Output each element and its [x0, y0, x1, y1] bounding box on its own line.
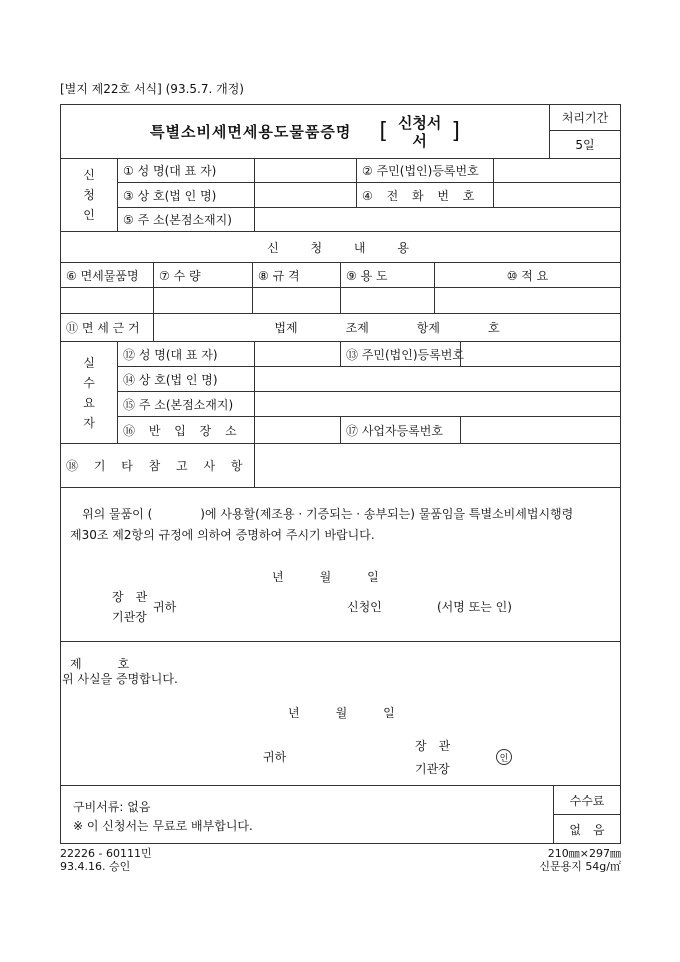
- applicant-sign-label: 신청인: [347, 600, 382, 614]
- spec-field[interactable]: [252, 287, 341, 314]
- applicant-company-label: ③ 상 호(법 인 명): [117, 182, 255, 208]
- col-item-name: ⑥ 면세물품명: [60, 262, 154, 288]
- applicant-company-field[interactable]: [254, 182, 357, 208]
- title-bracket-line2: 서: [412, 131, 427, 150]
- item-name-field[interactable]: [60, 287, 154, 314]
- remarks-field[interactable]: [434, 287, 621, 314]
- other-remarks-field[interactable]: [254, 443, 621, 488]
- title-cell: [60, 104, 550, 159]
- end-user-name-field[interactable]: [254, 341, 341, 367]
- footer-paper: 신문용지 54g/㎡: [539, 860, 621, 873]
- processing-value: 5일: [549, 130, 621, 159]
- end-user-company-label: ⑭ 상 호(법 인 명): [117, 366, 255, 392]
- end-user-section-label: [60, 341, 118, 444]
- label-char: 청: [83, 188, 95, 202]
- applicant-phone-field[interactable]: [493, 182, 621, 208]
- cert-number: 제 호: [70, 657, 130, 671]
- col-remarks: ⑩ 적 요: [434, 262, 621, 288]
- recipient-line2: 기관장: [112, 610, 147, 624]
- delivery-place-label: ⑯ 반 입 장 소: [117, 416, 255, 444]
- label-char: 실: [83, 355, 95, 370]
- form-reference: [별지 제22호 서식] (93.5.7. 개정): [60, 82, 244, 96]
- end-user-regno-label: ⑬ 주민(법인)등록번호: [340, 341, 461, 367]
- applicant-phone-label: ④ 전 화 번 호: [356, 182, 494, 208]
- bracket-right-icon: ]: [451, 119, 461, 144]
- exemption-basis-field[interactable]: 법제 조제 항제 호: [153, 313, 621, 342]
- request-text-line1: 위의 물품이 ( )에 사용할(제조용 · 기증되는 · 송부되는) 물품임을 특별소비세법시행령: [82, 507, 574, 521]
- bracket-left-icon: [: [379, 119, 388, 144]
- applicant-regno-field[interactable]: [493, 158, 621, 183]
- label-char: 요: [83, 395, 95, 410]
- other-remarks-label: ⑱ 기 타 참 고 사 항: [60, 443, 255, 488]
- footer-approval: 93.4.16. 승인: [60, 860, 131, 873]
- applicant-regno-label: ② 주민(법인)등록번호: [356, 158, 494, 183]
- label-char: 인: [83, 208, 95, 222]
- end-user-name-label: ⑫ 성 명(대 표 자): [117, 341, 255, 367]
- label-char: 신: [83, 168, 95, 182]
- applicant-name-label: ① 성 명(대 표 자): [117, 158, 255, 183]
- fee-value: 없 음: [553, 814, 621, 844]
- recipient-suffix: 귀하: [153, 600, 177, 614]
- cert-date: 년 월 일: [288, 706, 395, 720]
- processing-label: 처리기간: [549, 104, 621, 131]
- col-purpose: ⑨ 용 도: [340, 262, 435, 288]
- free-note: ※ 이 신청서는 무료로 배부합니다.: [73, 819, 253, 833]
- footer-size: 210㎜×297㎜: [547, 847, 621, 860]
- request-date: 년 월 일: [272, 570, 379, 584]
- biz-no-label: ⑰ 사업자등록번호: [340, 416, 461, 444]
- applicant-address-field[interactable]: [254, 207, 621, 232]
- end-user-address-field[interactable]: [254, 391, 621, 417]
- col-spec: ⑧ 규 격: [252, 262, 341, 288]
- biz-no-field[interactable]: [460, 416, 621, 444]
- exemption-label: ⑪ 면 세 근 거: [60, 313, 154, 342]
- cert-recipient: 귀하: [263, 750, 287, 764]
- end-user-regno-field[interactable]: [460, 341, 621, 367]
- request-header: 신 청 내 용: [60, 231, 621, 263]
- footer-code: 22226 - 60111민: [60, 847, 152, 860]
- cert-official-line1: 장 관: [415, 739, 451, 753]
- applicant-address-label: ⑤ 주 소(본점소재지): [117, 207, 255, 232]
- form-title: 특별소비세면세용도물품증명: [149, 123, 352, 141]
- request-text-line2: 제30조 제2항의 규정에 의하여 증명하여 주시기 바랍니다.: [70, 528, 375, 542]
- title-bracket-line1: 신청서: [397, 113, 442, 132]
- seal-icon: 인: [496, 749, 512, 765]
- title-bracket: [398, 114, 441, 150]
- delivery-place-field[interactable]: [254, 416, 341, 444]
- recipient-line1: 장 관: [112, 590, 148, 604]
- applicant-name-field[interactable]: [254, 158, 357, 183]
- cert-official-line2: 기관장: [415, 762, 450, 776]
- end-user-company-field[interactable]: [254, 366, 621, 392]
- label-char: 자: [83, 415, 95, 430]
- purpose-field[interactable]: [340, 287, 435, 314]
- label-char: 수: [83, 375, 95, 390]
- sign-note: (서명 또는 인): [437, 600, 512, 614]
- required-documents: 구비서류: 없음: [73, 800, 151, 814]
- col-quantity: ⑦ 수 량: [153, 262, 253, 288]
- applicant-section-label: [60, 158, 118, 232]
- fee-label: 수수료: [553, 785, 621, 815]
- quantity-field[interactable]: [153, 287, 253, 314]
- end-user-address-label: ⑮ 주 소(본점소재지): [117, 391, 255, 417]
- cert-text: 위 사실을 증명합니다.: [62, 672, 178, 686]
